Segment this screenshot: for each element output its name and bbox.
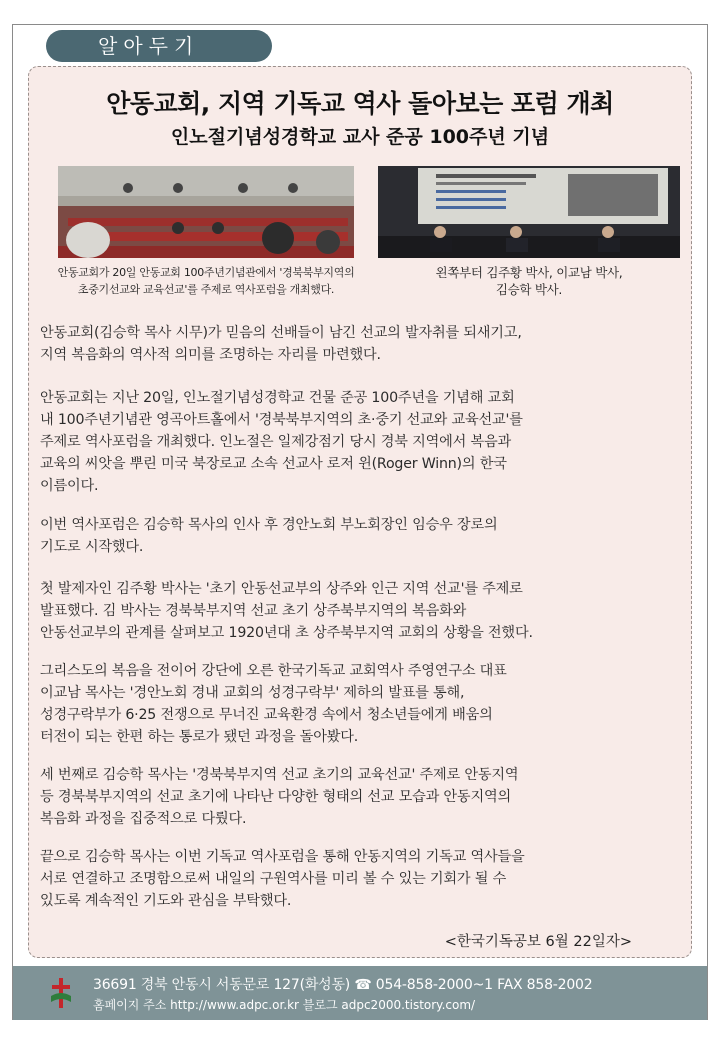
paragraph-line: 복음화 과정을 집중적으로 다뤘다. [40,811,247,827]
paragraph-line: 내 100주년기념관 영곡아트홀에서 '경북북부지역의 초·중기 선교와 교육선교'를 [40,412,523,428]
paragraph-line: 이번 역사포럼은 김승학 목사의 인사 후 경안노회 부노회장인 임승우 장로의 [40,517,498,533]
paragraph-3 [40,514,680,558]
article-title: 안동교회, 지역 기독교 역사 돌아보는 포럼 개최 [106,89,614,118]
photo1-caption-line: 초중기선교와 교육선교'를 주제로 역사포럼을 개최했다. [77,283,335,296]
paragraph-line: 안동선교부의 관계를 살펴보고 1920년대 초 상주북부지역 교회의 상황을 전했다. [40,625,533,641]
paragraph-line: 안동교회는 지난 20일, 인노절기념성경학교 건물 준공 100주년을 기념해 교회 [40,390,515,406]
footer-web-links[interactable]: 홈페이지 주소 http://www.adpc.or.kr 블로그 adpc2000.tistory.com/ [93,998,476,1012]
paragraph-line: 안동교회(김승학 목사 시무)가 믿음의 선배들이 남긴 선교의 발자취를 되새기고, [40,325,522,341]
forum-audience-photo [58,166,354,258]
paragraph-line: 이름이다. [40,478,99,494]
paragraph-line: 기도로 시작했다. [40,539,144,555]
paragraph-line: 성경구락부가 6·25 전쟁으로 무너진 교육환경 속에서 청소년들에게 배움의 [40,707,493,723]
section-tab [46,30,272,62]
photo2-caption [378,264,680,298]
section-tab-label: 알아두기 [98,34,200,58]
church-logo-icon [49,976,73,1010]
article-source: <한국기독공보 6월 22일자> [444,934,632,950]
paragraph-line: 그리스도의 복음을 전이어 강단에 오른 한국기독교 교회역사 주영연구소 대표 [40,663,507,679]
paragraph-4 [40,578,680,644]
article-subtitle: 인노절기념성경학교 교사 준공 100주년 기념 [170,126,550,148]
photo1-caption [40,264,372,298]
paragraph-line: 터전이 되는 한편 하는 통로가 됐던 과정을 돌아봤다. [40,729,359,745]
panel-speakers-photo [378,166,680,258]
panel-speakers-illustration [378,166,680,258]
paragraph-6 [40,764,680,830]
paragraph-1 [40,322,680,366]
paragraph-line: 교육의 씨앗을 뿌린 미국 북장로교 소속 선교사 로저 윈(Roger Winn)의 한국 [40,456,507,472]
paragraph-line: 서로 연결하고 조명함으로써 내일의 구원역사를 미리 볼 수 있는 기회가 될 수 [40,871,507,887]
paragraph-7 [40,846,680,912]
paragraph-line: 주제로 역사포럼을 개최했다. 인노절은 일제강점기 당시 경북 지역에서 복음과 [40,434,511,450]
footer-bar [13,966,707,1020]
paragraph-line: 이교남 목사는 '경안노회 경내 교회의 성경구락부' 제하의 발표를 통해, [40,685,465,701]
forum-audience-illustration [58,166,354,258]
paragraph-line: 지역 복음화의 역사적 의미를 조명하는 자리를 마련했다. [40,347,381,363]
paragraph-line: 발표했다. 김 박사는 경북북부지역 선교 초기 상주북부지역의 복음화와 [40,603,467,619]
paragraph-line: 끝으로 김승학 목사는 이번 기독교 역사포럼을 통해 안동지역의 기독교 역사들을 [40,849,525,865]
paragraph-5 [40,660,680,748]
paragraph-line: 있도록 계속적인 기도와 관심을 부탁했다. [40,893,292,909]
paragraph-line: 등 경북북부지역의 선교 초기에 나타난 다양한 형태의 선교 모습과 안동지역의 [40,789,511,805]
photo2-caption-line: 김승학 박사. [495,282,563,297]
paragraph-line: 세 번째로 김승학 목사는 '경북북부지역 선교 초기의 교육선교' 주제로 안동지역 [40,767,519,783]
photo2-caption-line: 왼쪽부터 김주황 박사, 이교남 박사, [435,265,623,280]
photo1-caption-line: 안동교회가 20일 안동교회 100주년기념관에서 '경북북부지역의 [57,266,355,279]
footer-address: 36691 경북 안동시 서동문로 127(화성동) ☎ 054-858-2000~1 FAX 858-2002 [93,977,593,993]
paragraph-line: 첫 발제자인 김주황 박사는 '초기 안동선교부의 상주와 인근 지역 선교'를 주제로 [40,581,523,597]
paragraph-2 [40,387,680,497]
